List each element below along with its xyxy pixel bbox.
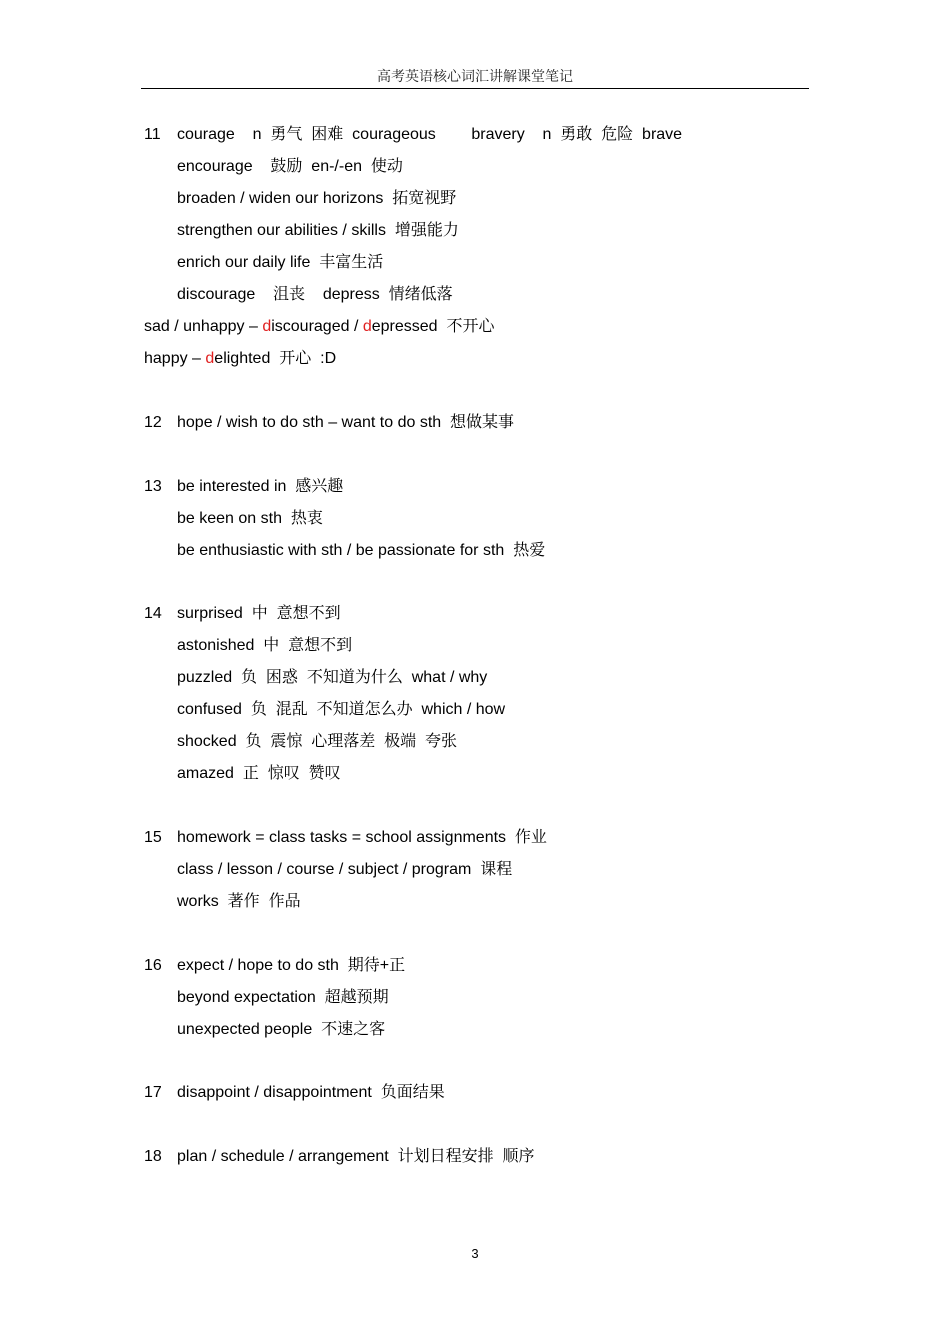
entry-12-line-1: hope / wish to do sth – want to do sth 想做某事	[177, 414, 515, 431]
highlight-letter: d	[205, 350, 215, 367]
text-segment: elighted 开心 :D	[214, 350, 337, 367]
entry-number-18: 18	[144, 1148, 162, 1165]
entry-13-line-3: be enthusiastic with sth / be passionate for sth 热爱	[177, 542, 546, 559]
text-segment: epressed 不开心	[371, 318, 495, 335]
entry-17-line-1: disappoint / disappointment 负面结果	[177, 1084, 445, 1101]
header-rule	[141, 88, 809, 89]
entry-14-line-5: shocked 负 震惊 心理落差 极端 夸张	[177, 733, 458, 750]
highlight-letter: d	[362, 318, 372, 335]
entry-18-line-1: plan / schedule / arrangement 计划日程安排 顺序	[177, 1148, 535, 1165]
entry-number-15: 15	[144, 829, 162, 846]
entry-number-11: 11	[144, 126, 161, 143]
text-segment: happy –	[144, 350, 206, 367]
entry-number-13: 13	[144, 478, 162, 495]
highlight-letter: d	[262, 318, 272, 335]
entry-11-line-3: broaden / widen our horizons 拓宽视野	[177, 190, 457, 207]
entry-16-line-3: unexpected people 不速之客	[177, 1021, 386, 1038]
entry-13-line-2: be keen on sth 热衷	[177, 510, 323, 527]
entry-15-line-2: class / lesson / course / subject / program 课程	[177, 861, 513, 878]
entry-number-16: 16	[144, 957, 162, 974]
entry-11-line-1: courage n 勇气 困难 courageous bravery n 勇敢 危险 brave	[177, 126, 683, 143]
entry-number-17: 17	[144, 1084, 162, 1101]
entry-11-line-5: enrich our daily life 丰富生活	[177, 254, 384, 271]
entry-11-line-6: discourage 沮丧 depress 情绪低落	[177, 286, 453, 303]
page-number: 3	[471, 1246, 479, 1261]
entry-14-line-2: astonished 中 意想不到	[177, 637, 353, 654]
entry-16-line-1: expect / hope to do sth 期待+正	[177, 957, 406, 974]
entry-13-line-1: be interested in 感兴趣	[177, 478, 344, 495]
text-segment: iscouraged /	[271, 318, 363, 335]
entry-15-line-3: works 著作 作品	[177, 893, 301, 910]
page-header-title: 高考英语核心词汇讲解课堂笔记	[377, 68, 573, 84]
entry-number-12: 12	[144, 414, 162, 431]
entry-11-line-8	[144, 348, 336, 370]
entry-14-line-1: surprised 中 意想不到	[177, 605, 341, 622]
entry-16-line-2: beyond expectation 超越预期	[177, 989, 389, 1006]
text-segment: sad / unhappy –	[144, 318, 263, 335]
entry-11-line-4: strengthen our abilities / skills 增强能力	[177, 222, 459, 239]
entry-14-line-3: puzzled 负 困惑 不知道为什么 what / why	[177, 669, 488, 686]
entry-14-line-4: confused 负 混乱 不知道怎么办 which / how	[177, 701, 506, 718]
entry-11-line-7	[144, 316, 494, 338]
entry-14-line-6: amazed 正 惊叹 赞叹	[177, 765, 341, 782]
entry-number-14: 14	[144, 605, 162, 622]
entry-11-line-2: encourage 鼓励 en-/-en 使动	[177, 158, 403, 175]
entry-15-line-1: homework = class tasks = school assignments 作业	[177, 829, 547, 846]
